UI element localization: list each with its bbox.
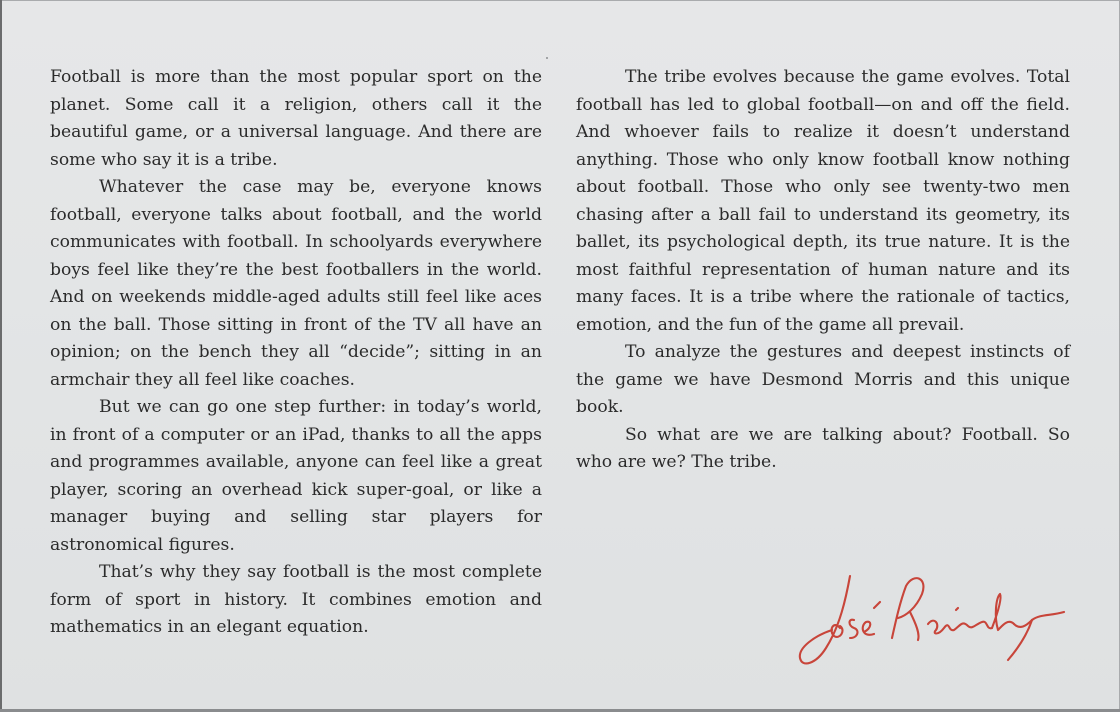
paragraph: Football is more than the most popular sport on the planet. Some call it a religion, others call it the beautiful game, or a universal language. And there are some who say it is a tribe. [50,67,542,170]
signature-stroke [850,620,858,638]
signature-stroke [800,576,850,663]
signature-stroke [992,594,1014,630]
paragraph: The tribe evolves because the game evolves. Total football has led to global football—on and off the field. And whoever fails to realize it doesn’t understand anything. Those who only know football know nothing about football. Those who only see twenty-two men chasing after a ball fail to understand its geometry, its ballet, its psychological depth, its true nature. It is the most faithful representation of human nature and its many faces. It is a tribe where the rationale of tactics, emotion, and the fun of the game all prevail. [576,67,1070,335]
left-text-column [50,64,542,642]
paper-speck [546,57,548,59]
paragraph: Whatever the case may be, everyone knows football, everyone talks about football, and the world communicates with football. In schoolyards everywhere boys feel like they’re the best footballers in the world. And on weekends middle-aged adults still feel like aces on the ball. Those sitting in front of the TV all have an opinion; on the bench they all “decide”; sitting in an armchair they all feel like coaches. [50,177,542,390]
paragraph: But we can go one step further: in today’s world, in front of a computer or an iPad, thanks to all the apps and programmes available, anyone can feel like a great player, scoring an overhead kick super-goal, or like a manager buying and selling star players for astronomical figures. [50,397,542,555]
right-text-column [576,64,1070,477]
paragraph: So what are we are talking about? Football. So who are we? The tribe. [576,424,1070,472]
signature-stroke [1014,612,1064,627]
signature-stroke [863,622,874,635]
paragraph: To analyze the gestures and deepest instincts of the game we have Desmond Morris and this unique book. [576,342,1070,417]
page-left-edge [0,0,2,712]
signature-stroke [928,621,992,634]
signature-stroke [956,608,958,610]
signature-stroke [874,602,880,608]
paragraph: That’s why they say football is the most complete form of sport in history. It combines emotion and mathematics in an elegant equation. [50,562,542,637]
signature-stroke [910,612,919,640]
signature-stroke [892,578,923,638]
handwritten-signature [788,568,1078,678]
